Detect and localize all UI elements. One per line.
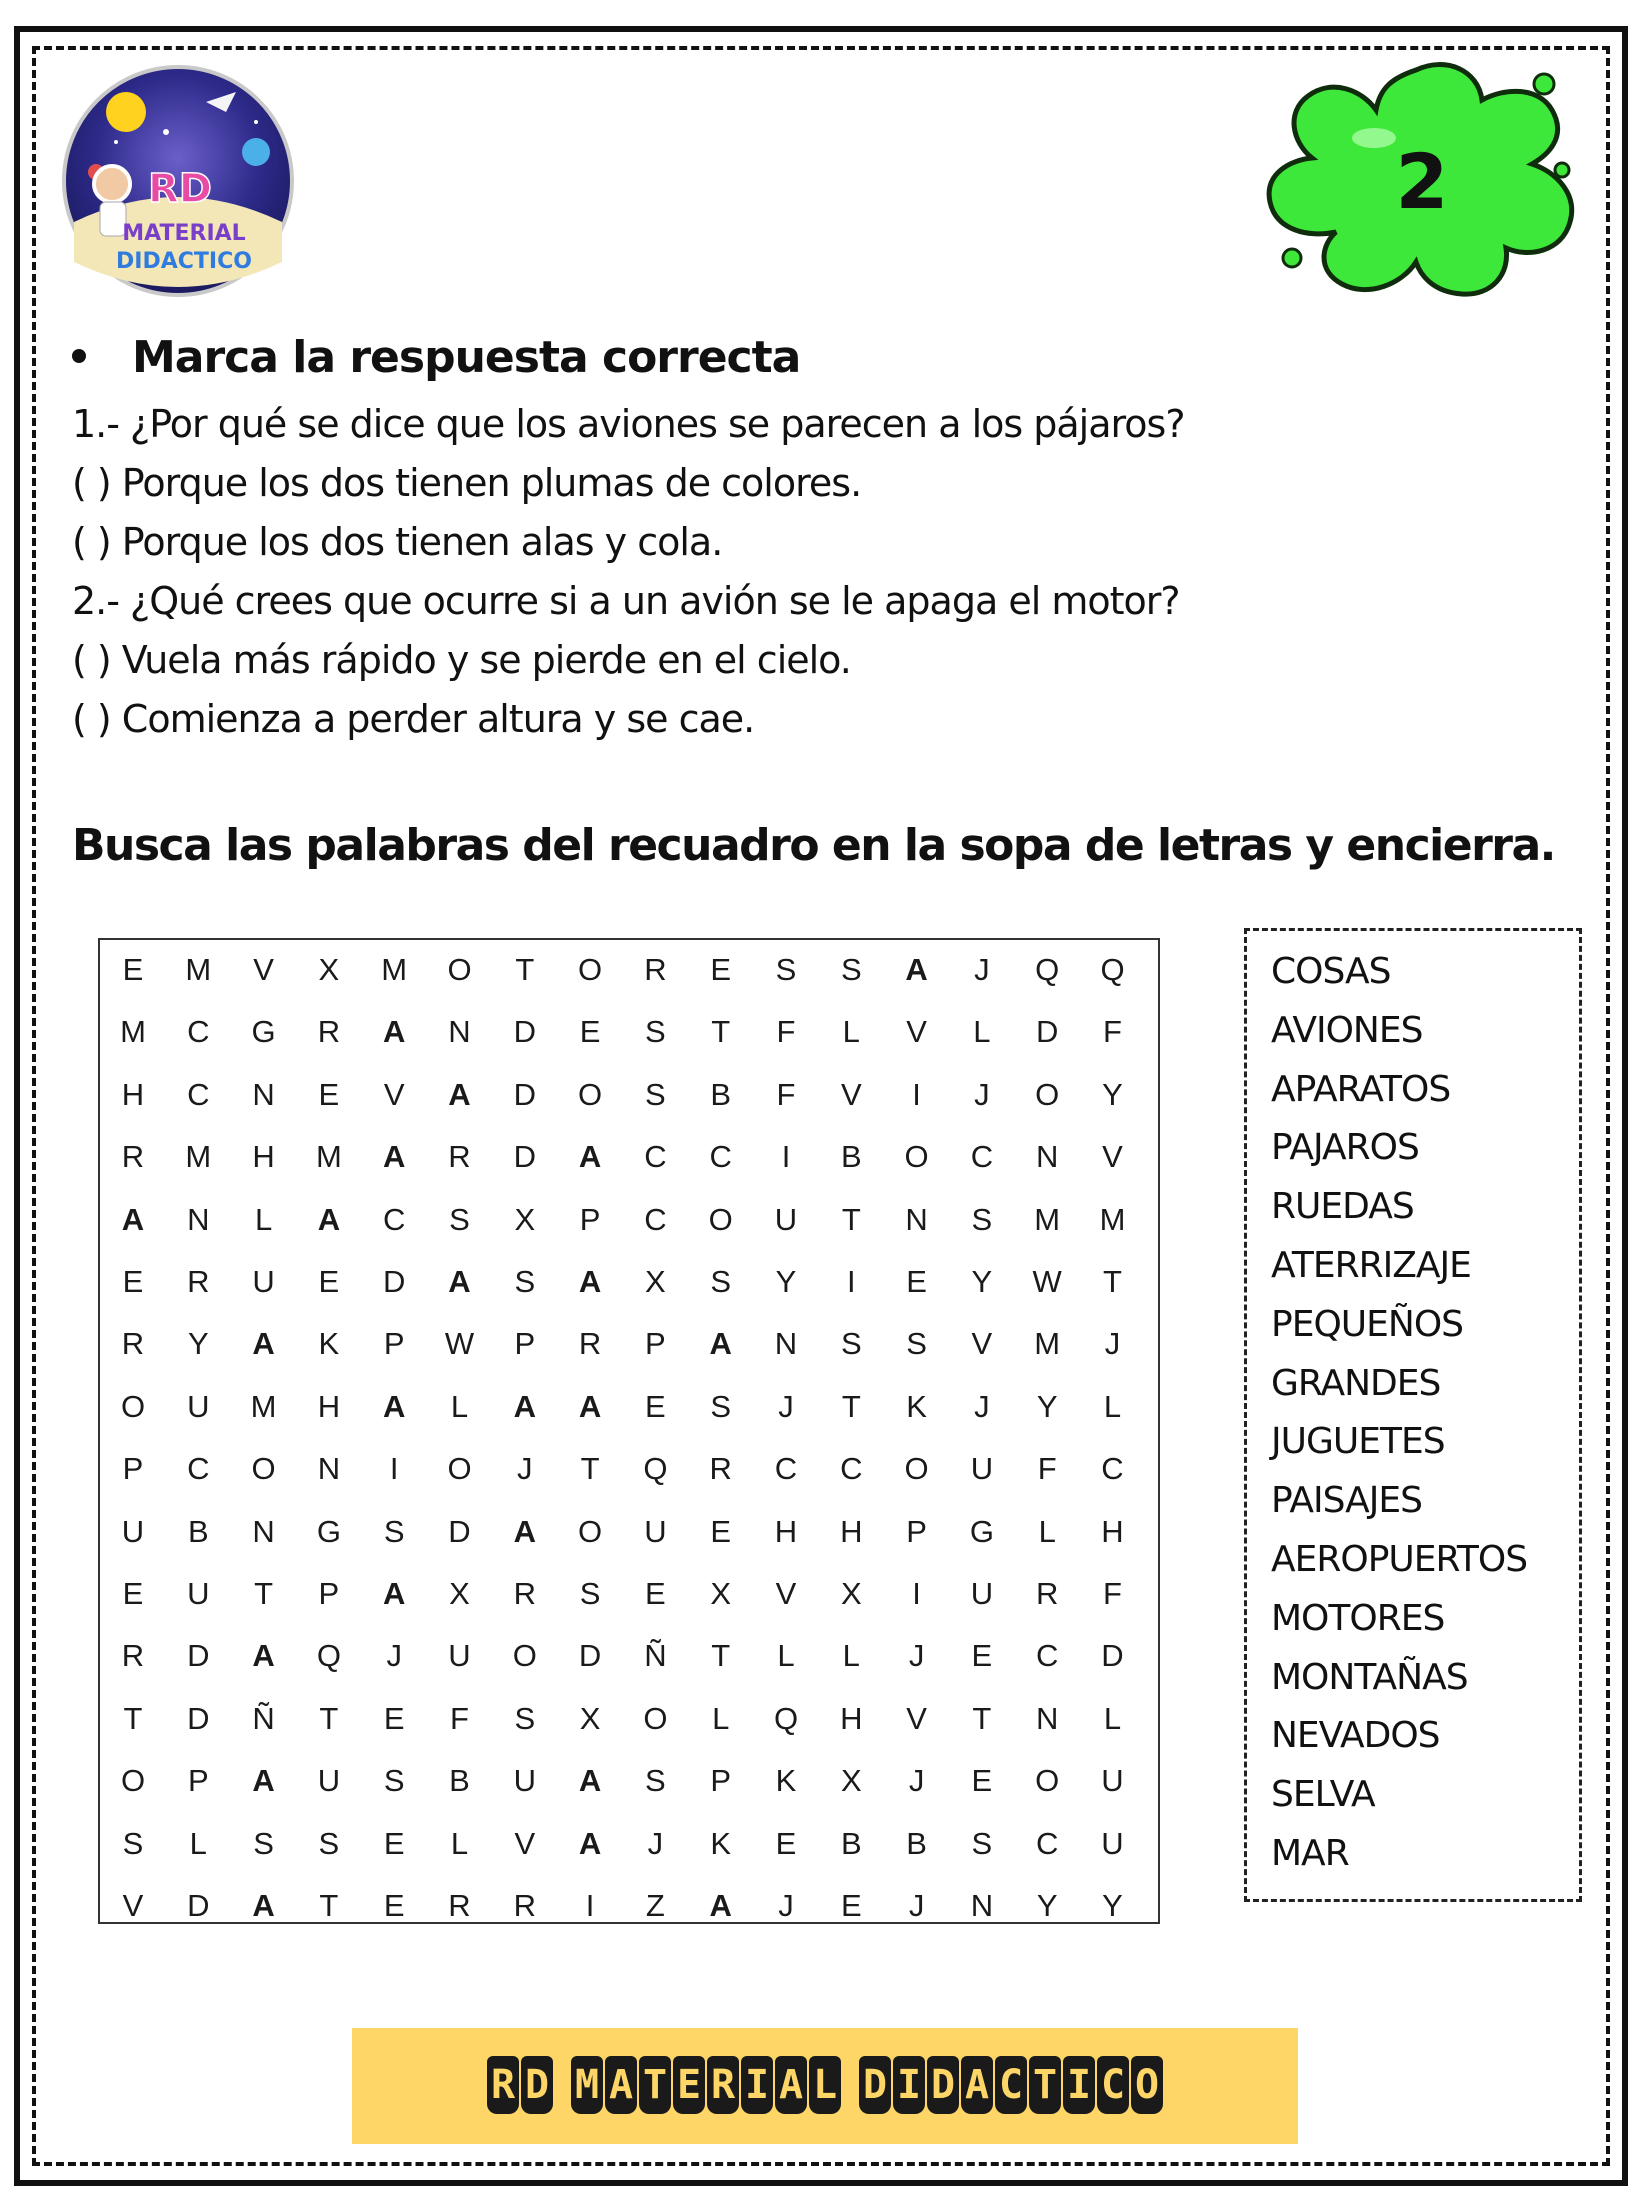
grid-cell[interactable]: R — [448, 1139, 471, 1175]
grid-cell[interactable]: W — [444, 1326, 475, 1362]
grid-cell[interactable]: S — [579, 1576, 601, 1611]
grid-cell[interactable]: M — [185, 1139, 212, 1175]
grid-cell[interactable]: A — [448, 1076, 471, 1112]
grid-cell[interactable]: E — [710, 1513, 732, 1549]
grid-cell[interactable]: R — [317, 1014, 341, 1050]
grid-cell[interactable]: J — [974, 1388, 990, 1424]
grid-cell[interactable]: E — [906, 1264, 927, 1299]
grid-cell[interactable]: P — [383, 1326, 405, 1362]
grid-cell[interactable]: N — [970, 1888, 994, 1923]
grid-cell[interactable]: Q — [1100, 952, 1125, 987]
grid-cell[interactable]: F — [1103, 1576, 1122, 1611]
grid-cell[interactable]: N — [448, 1014, 471, 1050]
word-list-item: JUGUETES — [1271, 1421, 1445, 1463]
word-list-item: ATERRIZAJE — [1271, 1245, 1471, 1286]
grid-cell[interactable]: M — [1034, 1201, 1061, 1237]
grid-cell[interactable]: Y — [1102, 1888, 1123, 1923]
word-list-item: MONTAÑAS — [1271, 1656, 1468, 1698]
grid-cell[interactable]: F — [450, 1700, 469, 1736]
page-number-badge — [1256, 52, 1582, 304]
grid-cell[interactable]: R — [121, 1326, 145, 1362]
grid-cell[interactable]: D — [1101, 1638, 1124, 1674]
grid-cell[interactable]: J — [908, 1763, 925, 1799]
bullet-icon — [72, 349, 86, 363]
grid-cell[interactable]: S — [840, 1326, 862, 1362]
grid-cell[interactable]: C — [644, 1139, 667, 1175]
grid-cell[interactable]: U — [1101, 1825, 1124, 1861]
grid-cell[interactable]: D — [382, 1264, 406, 1299]
grid-cell[interactable]: B — [449, 1763, 470, 1799]
grid-cell[interactable]: A — [382, 1014, 406, 1050]
grid-cell[interactable]: S — [775, 952, 797, 987]
grid-cell[interactable]: J — [386, 1638, 402, 1674]
grid-cell[interactable]: C — [1035, 1638, 1059, 1674]
grid-cell[interactable]: H — [840, 1700, 863, 1736]
answer-2a: ( ) Vuela más rápido y se pierde en el cielo. — [72, 638, 851, 682]
grid-cell[interactable]: V — [906, 1700, 927, 1736]
section-title-text: Marca la respuesta correcta — [132, 332, 801, 383]
grid-cell[interactable]: S — [253, 1825, 274, 1861]
grid-cell[interactable]: E — [971, 1638, 993, 1674]
grid-cell[interactable]: A — [382, 1576, 406, 1611]
grid-cell[interactable]: I — [912, 1576, 921, 1611]
grid-cell[interactable]: E — [383, 1825, 405, 1861]
grid-cell[interactable]: A — [578, 1763, 602, 1799]
grid-cell[interactable]: B — [710, 1076, 732, 1112]
grid-cell[interactable]: A — [905, 952, 928, 987]
grid-cell[interactable]: O — [1035, 1763, 1060, 1799]
grid-cell[interactable]: G — [969, 1513, 994, 1549]
grid-cell[interactable]: L — [1103, 1700, 1122, 1736]
grid-cell[interactable]: N — [317, 1451, 341, 1487]
grid-cell[interactable]: D — [513, 1076, 536, 1112]
grid-cell[interactable]: P — [710, 1763, 732, 1799]
grid-cell[interactable]: B — [840, 1139, 862, 1175]
grid-cell[interactable]: T — [319, 1888, 339, 1923]
word-list-item: MAR — [1271, 1833, 1349, 1874]
grid-cell[interactable]: U — [970, 1576, 994, 1611]
grid-cell[interactable]: L — [712, 1700, 730, 1736]
grid-cell[interactable]: C — [187, 1451, 210, 1487]
grid-cell[interactable]: V — [253, 952, 274, 987]
grid-cell[interactable]: P — [645, 1326, 666, 1362]
grid-cell[interactable]: M — [1034, 1326, 1061, 1362]
grid-cell[interactable]: T — [972, 1700, 992, 1736]
grid-cell[interactable]: Ñ — [252, 1700, 275, 1736]
grid-cell[interactable]: Y — [775, 1264, 797, 1299]
grid-cell[interactable]: J — [908, 1638, 925, 1674]
grid-cell[interactable]: R — [644, 952, 667, 987]
badge-number: 2 — [1395, 137, 1449, 226]
grid-cell[interactable]: U — [187, 1576, 210, 1611]
grid-cell[interactable]: R — [709, 1451, 732, 1487]
grid-cell[interactable]: A — [252, 1638, 275, 1674]
grid-cell[interactable]: T — [711, 1638, 731, 1674]
grid-cell[interactable]: N — [1035, 1700, 1059, 1736]
grid-cell[interactable]: E — [840, 1888, 862, 1923]
grid-cell[interactable]: E — [775, 1825, 797, 1861]
grid-cell[interactable]: A — [382, 1139, 406, 1175]
grid-cell[interactable]: S — [645, 1076, 666, 1112]
grid-cell[interactable]: N — [1035, 1139, 1059, 1175]
grid-cell[interactable]: E — [383, 1888, 405, 1923]
grid-cell[interactable]: M — [315, 1139, 342, 1175]
grid-cell[interactable]: O — [578, 1513, 603, 1549]
grid-cell[interactable]: X — [449, 1576, 470, 1611]
grid-cell[interactable]: I — [846, 1264, 856, 1299]
grid-cell[interactable]: E — [318, 1264, 340, 1299]
grid-cell[interactable]: U — [187, 1388, 210, 1424]
grid-cell[interactable]: V — [1102, 1139, 1123, 1175]
grid-cell[interactable]: J — [647, 1825, 664, 1861]
grid-cell[interactable]: I — [585, 1888, 595, 1923]
grid-cell[interactable]: R — [513, 1888, 536, 1923]
grid-cell[interactable]: S — [971, 1201, 993, 1237]
grid-cell[interactable]: N — [252, 1513, 275, 1549]
word-list-item: RUEDAS — [1271, 1186, 1414, 1228]
grid-cell[interactable]: L — [189, 1825, 207, 1861]
grid-cell[interactable]: E — [122, 1264, 144, 1299]
material-didactico-logo — [56, 62, 300, 300]
grid-cell[interactable]: O — [251, 1451, 276, 1487]
grid-cell[interactable]: C — [187, 1076, 210, 1112]
grid-cell[interactable]: J — [1104, 1326, 1121, 1362]
grid-cell[interactable]: K — [710, 1825, 732, 1861]
grid-cell[interactable]: D — [513, 1014, 536, 1050]
grid-cell[interactable]: S — [840, 952, 862, 987]
grid-cell[interactable]: O — [578, 952, 603, 987]
grid-cell[interactable]: M — [250, 1388, 277, 1424]
grid-cell[interactable]: O — [120, 1388, 146, 1424]
grid-cell[interactable]: O — [578, 1076, 603, 1112]
question-2: 2.- ¿Qué crees que ocurre si a un avión se le apaga el motor? — [72, 579, 1180, 623]
grid-cell[interactable]: Q — [1035, 952, 1060, 987]
grid-cell[interactable]: T — [841, 1201, 861, 1237]
grid-cell[interactable]: X — [318, 952, 340, 987]
grid-cell[interactable]: P — [122, 1451, 144, 1487]
grid-cell[interactable]: M — [120, 1014, 146, 1050]
grid-cell[interactable]: H — [121, 1076, 145, 1112]
grid-cell[interactable]: P — [514, 1326, 536, 1362]
grid-cell[interactable]: O — [708, 1201, 733, 1237]
grid-cell[interactable]: W — [1032, 1264, 1062, 1299]
grid-cell[interactable]: L — [450, 1825, 469, 1861]
grid-cell[interactable]: C — [1101, 1451, 1124, 1487]
grid-cell[interactable]: M — [1099, 1201, 1126, 1237]
grid-cell[interactable]: D — [578, 1638, 602, 1674]
grid-cell[interactable]: M — [381, 952, 408, 987]
grid-cell[interactable]: O — [120, 1763, 146, 1799]
grid-cell[interactable]: J — [778, 1388, 794, 1424]
word-list-item: NEVADOS — [1271, 1715, 1440, 1757]
grid-cell[interactable]: R — [187, 1264, 210, 1299]
grid-cell[interactable]: F — [776, 1076, 796, 1112]
grid-cell[interactable]: P — [187, 1763, 209, 1799]
grid-cell[interactable]: N — [187, 1201, 210, 1237]
grid-cell[interactable]: T — [319, 1700, 339, 1736]
logo-mark-text: RD — [147, 166, 213, 212]
grid-cell[interactable]: A — [513, 1513, 536, 1549]
grid-cell[interactable]: P — [906, 1513, 927, 1549]
section-title-marca — [72, 332, 800, 383]
grid-cell[interactable]: U — [317, 1763, 341, 1799]
grid-cell[interactable]: C — [840, 1451, 863, 1487]
grid-cell[interactable]: A — [578, 1388, 602, 1424]
grid-cell[interactable]: O — [643, 1700, 668, 1736]
grid-cell[interactable]: E — [122, 952, 144, 987]
grid-cell[interactable]: D — [187, 1638, 210, 1674]
grid-cell[interactable]: V — [906, 1014, 927, 1050]
grid-cell[interactable]: N — [252, 1076, 275, 1112]
grid-cell[interactable]: V — [971, 1326, 993, 1362]
grid-cell[interactable]: L — [1103, 1388, 1122, 1424]
grid-cell[interactable]: R — [121, 1638, 145, 1674]
grid-cell[interactable]: S — [710, 1264, 732, 1299]
grid-cell[interactable]: U — [774, 1201, 798, 1237]
grid-cell[interactable]: C — [970, 1139, 994, 1175]
grid-cell[interactable]: Q — [316, 1638, 341, 1674]
word-list-item: AVIONES — [1271, 1009, 1423, 1051]
grid-cell[interactable]: C — [1035, 1825, 1059, 1861]
grid-cell[interactable]: K — [318, 1326, 340, 1362]
word-list-item: PAISAJES — [1271, 1480, 1423, 1522]
grid-cell[interactable]: P — [579, 1201, 601, 1237]
answer-1a: ( ) Porque los dos tienen plumas de colores. — [72, 461, 862, 505]
grid-cell[interactable]: L — [842, 1014, 860, 1050]
grid-cell[interactable]: O — [447, 1451, 472, 1487]
footer-text: R D M A T E R I A L D I D A C T I C O — [352, 2056, 1298, 2114]
grid-cell[interactable]: A — [252, 1763, 275, 1799]
word-list-item: MOTORES — [1271, 1597, 1445, 1639]
grid-cell[interactable]: A — [121, 1201, 145, 1237]
grid-cell[interactable]: D — [1035, 1014, 1059, 1050]
grid-cell[interactable]: E — [122, 1576, 144, 1611]
grid-cell[interactable]: T — [841, 1388, 861, 1424]
word-list-item: PEQUEÑOS — [1271, 1303, 1464, 1345]
grid-cell[interactable]: T — [1103, 1264, 1122, 1299]
grid-cell[interactable]: O — [904, 1451, 929, 1487]
grid-cell[interactable]: E — [383, 1700, 405, 1736]
grid-cell[interactable]: C — [774, 1451, 798, 1487]
grid-cell[interactable]: K — [906, 1388, 927, 1424]
grid-cell[interactable]: K — [775, 1763, 797, 1799]
grid-cell[interactable]: N — [905, 1201, 928, 1237]
grid-cell[interactable]: A — [578, 1139, 602, 1175]
grid-cell[interactable]: A — [709, 1888, 732, 1923]
grid-cell[interactable]: J — [908, 1888, 925, 1923]
grid-cell[interactable]: C — [644, 1201, 667, 1237]
grid-cell[interactable]: A — [382, 1388, 406, 1424]
word-list-item: PAJAROS — [1271, 1127, 1419, 1169]
grid-cell[interactable]: Q — [643, 1451, 668, 1487]
grid-cell[interactable]: D — [448, 1513, 471, 1549]
grid-cell[interactable]: I — [912, 1076, 921, 1112]
grid-cell[interactable]: X — [514, 1201, 536, 1237]
grid-cell[interactable]: G — [316, 1513, 341, 1549]
grid-cell[interactable]: U — [252, 1264, 275, 1299]
grid-cell[interactable]: X — [579, 1700, 601, 1736]
grid-cell[interactable]: H — [774, 1513, 798, 1549]
answer-2b: ( ) Comienza a perder altura y se cae. — [72, 697, 755, 741]
word-list-item: APARATOS — [1271, 1068, 1451, 1110]
grid-cell[interactable]: J — [778, 1888, 794, 1923]
grid-cell[interactable]: S — [710, 1388, 732, 1424]
grid-cell[interactable]: S — [122, 1825, 144, 1861]
grid-cell[interactable]: O — [512, 1638, 537, 1674]
grid-cell[interactable]: P — [318, 1576, 340, 1611]
grid-cell[interactable]: N — [774, 1326, 798, 1362]
grid-cell[interactable]: L — [973, 1014, 991, 1050]
grid-cell[interactable]: V — [514, 1825, 536, 1861]
grid-cell[interactable]: U — [448, 1638, 471, 1674]
grid-cell[interactable]: H — [1101, 1513, 1124, 1549]
grid-cell[interactable]: A — [513, 1388, 536, 1424]
grid-cell[interactable]: Y — [971, 1264, 993, 1299]
grid-cell[interactable]: J — [517, 1451, 533, 1487]
grid-cell[interactable]: G — [251, 1014, 276, 1050]
grid-cell[interactable]: A — [317, 1201, 341, 1237]
grid-cell[interactable]: S — [645, 1014, 666, 1050]
grid-cell[interactable]: L — [777, 1638, 795, 1674]
grid-cell[interactable]: Y — [1036, 1388, 1058, 1424]
grid-cell[interactable]: M — [185, 952, 212, 987]
logo-line1-text: MATERIAL — [122, 221, 246, 246]
grid-cell[interactable]: A — [578, 1825, 602, 1861]
grid-cell[interactable]: V — [775, 1576, 797, 1611]
logo-line2-text: DIDACTICO — [116, 249, 252, 274]
grid-cell[interactable]: F — [776, 1014, 796, 1050]
grid-cell[interactable]: X — [840, 1763, 862, 1799]
grid-cell[interactable]: T — [711, 1014, 731, 1050]
grid-cell[interactable]: L — [450, 1388, 469, 1424]
grid-cell[interactable]: H — [252, 1139, 275, 1175]
grid-cell[interactable]: V — [383, 1076, 405, 1112]
question-1: 1.- ¿Por qué se dice que los aviones se parecen a los pájaros? — [72, 402, 1185, 446]
grid-cell[interactable]: E — [710, 952, 732, 987]
grid-cell[interactable]: F — [1103, 1014, 1122, 1050]
grid-cell[interactable]: T — [580, 1451, 600, 1487]
word-list-item: SELVA — [1271, 1774, 1375, 1816]
grid-cell[interactable]: S — [906, 1326, 927, 1362]
grid-cell[interactable]: B — [906, 1825, 927, 1861]
footer-banner — [352, 2028, 1298, 2144]
word-search-grid — [98, 938, 1160, 1924]
grid-cell[interactable]: R — [513, 1576, 536, 1611]
grid-cell[interactable]: C — [382, 1201, 406, 1237]
grid-cell[interactable]: R — [578, 1326, 602, 1362]
grid-cell[interactable]: S — [514, 1700, 536, 1736]
grid-cell[interactable]: T — [515, 952, 535, 987]
grid-cell[interactable]: I — [781, 1139, 791, 1175]
section-title-sopa: Busca las palabras del recuadro en la sopa de letras y encierra. — [72, 820, 1555, 871]
grid-cell[interactable]: R — [121, 1139, 145, 1175]
grid-cell[interactable]: U — [1101, 1763, 1124, 1799]
grid-cell[interactable]: S — [971, 1825, 993, 1861]
grid-cell[interactable]: V — [122, 1888, 144, 1923]
grid-cell[interactable]: H — [317, 1388, 341, 1424]
grid-cell[interactable]: E — [645, 1388, 666, 1424]
grid-cell[interactable]: Y — [1036, 1888, 1058, 1923]
grid-cell[interactable]: A — [252, 1326, 275, 1362]
grid-cell[interactable]: O — [447, 952, 472, 987]
grid-cell[interactable]: Y — [1102, 1076, 1123, 1112]
grid-cell[interactable]: F — [1037, 1451, 1057, 1487]
grid-cell[interactable]: T — [254, 1576, 274, 1611]
grid-cell[interactable]: B — [187, 1513, 209, 1549]
grid-cell[interactable]: X — [710, 1576, 732, 1611]
grid-cell[interactable]: S — [449, 1201, 470, 1237]
grid-cell[interactable]: S — [383, 1763, 405, 1799]
grid-cell[interactable]: A — [709, 1326, 732, 1362]
grid-cell[interactable]: A — [448, 1264, 471, 1299]
grid-cell[interactable]: T — [123, 1700, 143, 1736]
grid-cell[interactable]: H — [840, 1513, 863, 1549]
word-list-item: GRANDES — [1271, 1362, 1441, 1404]
grid-cell[interactable]: O — [904, 1139, 929, 1175]
grid-cell[interactable]: E — [318, 1076, 340, 1112]
word-list-item: AEROPUERTOS — [1271, 1539, 1528, 1580]
grid-cell[interactable]: U — [970, 1451, 994, 1487]
grid-cell[interactable]: E — [645, 1576, 666, 1611]
grid-cell[interactable]: C — [709, 1139, 732, 1175]
grid-cell[interactable]: J — [974, 1076, 990, 1112]
grid-cell[interactable]: Z — [645, 1888, 665, 1923]
grid-cell[interactable]: L — [1038, 1513, 1056, 1549]
grid-cell[interactable]: J — [974, 952, 990, 987]
grid-cell[interactable]: S — [514, 1264, 536, 1299]
word-list-item: COSAS — [1271, 951, 1391, 992]
grid-cell[interactable]: V — [840, 1076, 862, 1112]
answer-1b: ( ) Porque los dos tienen alas y cola. — [72, 520, 723, 564]
grid-cell[interactable]: L — [254, 1201, 273, 1237]
word-list-box — [1244, 928, 1582, 1902]
grid-cell[interactable]: R — [448, 1888, 471, 1923]
grid-cell[interactable]: Ñ — [644, 1638, 667, 1674]
grid-cell[interactable]: E — [971, 1763, 993, 1799]
grid-cell[interactable]: Q — [773, 1700, 799, 1736]
grid-cell[interactable]: D — [513, 1139, 536, 1175]
grid-cell[interactable]: U — [121, 1513, 145, 1549]
grid-cell[interactable]: Y — [187, 1326, 209, 1362]
grid-cell[interactable]: L — [842, 1638, 860, 1674]
grid-cell[interactable]: O — [1035, 1076, 1060, 1112]
grid-cell[interactable]: S — [645, 1763, 666, 1799]
grid-cell[interactable]: X — [645, 1264, 666, 1299]
grid-cell[interactable]: S — [318, 1825, 340, 1861]
grid-cell[interactable]: U — [644, 1513, 667, 1549]
grid-cell[interactable]: A — [252, 1888, 275, 1923]
grid-cell[interactable]: U — [513, 1763, 536, 1799]
grid-cell[interactable]: B — [840, 1825, 862, 1861]
grid-cell[interactable]: E — [579, 1014, 601, 1050]
grid-cell[interactable]: X — [840, 1576, 862, 1611]
grid-cell[interactable]: D — [187, 1888, 210, 1923]
grid-cell[interactable]: D — [187, 1700, 210, 1736]
grid-cell[interactable]: C — [187, 1014, 210, 1050]
grid-cell[interactable]: I — [389, 1451, 399, 1487]
grid-cell[interactable]: A — [578, 1264, 602, 1299]
grid-cell[interactable]: S — [383, 1513, 405, 1549]
grid-cell[interactable]: R — [1035, 1576, 1059, 1611]
